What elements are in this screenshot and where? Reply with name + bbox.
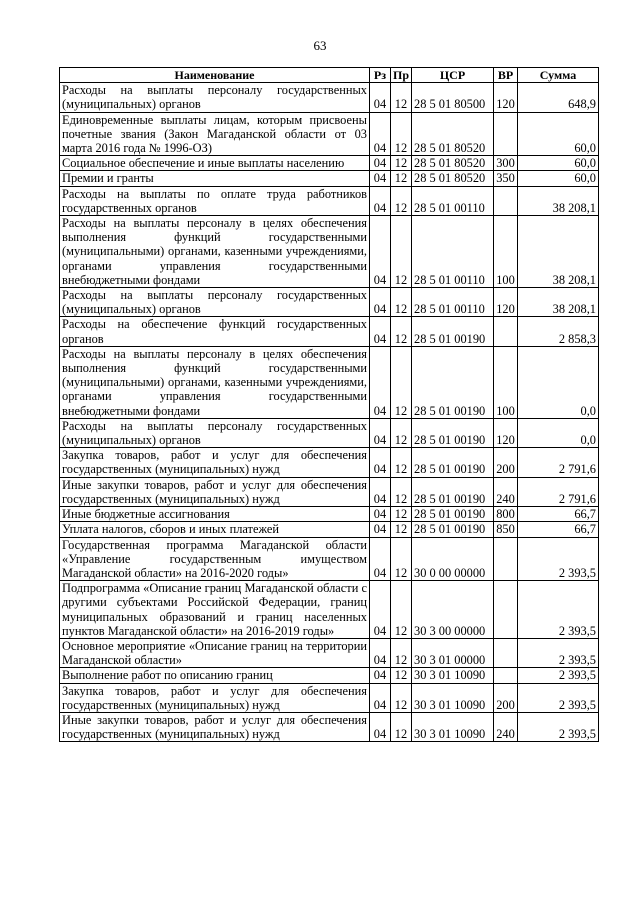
- row-sum-cell: 60,0: [518, 156, 599, 171]
- row-sum-cell: 60,0: [518, 112, 599, 156]
- row-pr-cell: 12: [391, 418, 412, 447]
- row-rz-cell: 04: [370, 683, 391, 712]
- row-csr-cell: 28 5 01 00190: [412, 522, 494, 537]
- table-row: [60, 317, 599, 346]
- header-vr: ВР: [494, 68, 518, 83]
- table-row: [60, 668, 599, 683]
- row-csr-cell: 28 5 01 80520: [412, 156, 494, 171]
- row-pr-cell: 12: [391, 668, 412, 683]
- row-vr-cell: [494, 112, 518, 156]
- row-name-cell: Расходы на обеспечение функций государственных органов: [60, 317, 370, 346]
- header-sum: Сумма: [518, 68, 599, 83]
- row-rz-cell: 04: [370, 522, 391, 537]
- row-name-cell: Расходы на выплаты персоналу государственных (муниципальных) органов: [60, 83, 370, 112]
- row-csr-cell: 28 5 01 00190: [412, 346, 494, 418]
- row-rz-cell: 04: [370, 712, 391, 741]
- header-csr: ЦСР: [412, 68, 494, 83]
- row-pr-cell: 12: [391, 477, 412, 506]
- row-csr-cell: 30 3 01 10090: [412, 668, 494, 683]
- row-pr-cell: 12: [391, 112, 412, 156]
- row-csr-cell: 28 5 01 80500: [412, 83, 494, 112]
- row-pr-cell: 12: [391, 522, 412, 537]
- row-rz-cell: 04: [370, 638, 391, 667]
- row-rz-cell: 04: [370, 83, 391, 112]
- row-name-cell: Единовременные выплаты лицам, которым присвоены почетные звания (Закон Магаданской области от 03 марта 2016 года № 1996-ОЗ): [60, 112, 370, 156]
- row-pr-cell: 12: [391, 537, 412, 581]
- row-sum-cell: 2 858,3: [518, 317, 599, 346]
- row-csr-cell: 30 3 01 10090: [412, 683, 494, 712]
- row-name-cell: Уплата налогов, сборов и иных платежей: [60, 522, 370, 537]
- table-row: [60, 171, 599, 186]
- row-sum-cell: 38 208,1: [518, 216, 599, 288]
- row-pr-cell: 12: [391, 171, 412, 186]
- row-pr-cell: 12: [391, 638, 412, 667]
- table-row: [60, 537, 599, 581]
- table-row: [60, 507, 599, 522]
- row-pr-cell: 12: [391, 288, 412, 317]
- row-sum-cell: 648,9: [518, 83, 599, 112]
- row-vr-cell: 850: [494, 522, 518, 537]
- row-sum-cell: 38 208,1: [518, 186, 599, 215]
- row-sum-cell: 2 393,5: [518, 581, 599, 639]
- table-row: [60, 581, 599, 639]
- row-csr-cell: 28 5 01 00190: [412, 317, 494, 346]
- budget-table: [59, 67, 599, 742]
- row-vr-cell: [494, 581, 518, 639]
- header-name: Наименование: [60, 68, 370, 83]
- row-sum-cell: 0,0: [518, 418, 599, 447]
- row-name-cell: Основное мероприятие «Описание границ на территории Магаданской области»: [60, 638, 370, 667]
- row-csr-cell: 28 5 01 00110: [412, 186, 494, 215]
- row-rz-cell: 04: [370, 507, 391, 522]
- row-pr-cell: 12: [391, 712, 412, 741]
- row-rz-cell: 04: [370, 581, 391, 639]
- row-sum-cell: 2 393,5: [518, 683, 599, 712]
- row-csr-cell: 28 5 01 00110: [412, 288, 494, 317]
- row-vr-cell: [494, 317, 518, 346]
- row-vr-cell: [494, 186, 518, 215]
- row-name-cell: Выполнение работ по описанию границ: [60, 668, 370, 683]
- row-vr-cell: 100: [494, 346, 518, 418]
- row-name-cell: Расходы на выплаты персоналу в целях обеспечения выполнения функций государственными (муниципальными) органами, казенными учреждениями, органами управления государственными внебюджетными фондами: [60, 216, 370, 288]
- row-pr-cell: 12: [391, 683, 412, 712]
- row-csr-cell: 28 5 01 00110: [412, 216, 494, 288]
- table-row: [60, 346, 599, 418]
- row-pr-cell: 12: [391, 448, 412, 477]
- row-rz-cell: 04: [370, 112, 391, 156]
- table-row: [60, 216, 599, 288]
- table-row: [60, 112, 599, 156]
- row-vr-cell: 100: [494, 216, 518, 288]
- row-vr-cell: 240: [494, 712, 518, 741]
- table-row: [60, 712, 599, 741]
- row-csr-cell: 28 5 01 80520: [412, 171, 494, 186]
- row-sum-cell: 66,7: [518, 522, 599, 537]
- row-pr-cell: 12: [391, 216, 412, 288]
- row-vr-cell: 200: [494, 683, 518, 712]
- table-row: [60, 288, 599, 317]
- row-name-cell: Иные закупки товаров, работ и услуг для обеспечения государственных (муниципальных) нужд: [60, 712, 370, 741]
- row-pr-cell: 12: [391, 83, 412, 112]
- row-csr-cell: 28 5 01 00190: [412, 418, 494, 447]
- row-name-cell: Подпрограмма «Описание границ Магаданской области с другими субъектами Российской Федерации, границ муниципальных образований и границ населенных пунктов Магаданской области» на 2016-2019 годы»: [60, 581, 370, 639]
- row-rz-cell: 04: [370, 171, 391, 186]
- row-rz-cell: 04: [370, 668, 391, 683]
- row-pr-cell: 12: [391, 186, 412, 215]
- table-row: [60, 156, 599, 171]
- header-row: [60, 68, 599, 83]
- row-sum-cell: 2 393,5: [518, 668, 599, 683]
- row-sum-cell: 2 393,5: [518, 712, 599, 741]
- row-pr-cell: 12: [391, 317, 412, 346]
- row-rz-cell: 04: [370, 418, 391, 447]
- header-rz: Рз: [370, 68, 391, 83]
- row-csr-cell: 28 5 01 00190: [412, 477, 494, 506]
- row-name-cell: Премии и гранты: [60, 171, 370, 186]
- row-name-cell: Иные бюджетные ассигнования: [60, 507, 370, 522]
- row-rz-cell: 04: [370, 288, 391, 317]
- row-name-cell: Иные закупки товаров, работ и услуг для обеспечения государственных (муниципальных) нужд: [60, 477, 370, 506]
- row-vr-cell: 800: [494, 507, 518, 522]
- row-sum-cell: 2 393,5: [518, 537, 599, 581]
- row-sum-cell: 2 791,6: [518, 477, 599, 506]
- row-csr-cell: 30 0 00 00000: [412, 537, 494, 581]
- table-row: [60, 186, 599, 215]
- row-pr-cell: 12: [391, 581, 412, 639]
- row-sum-cell: 0,0: [518, 346, 599, 418]
- row-rz-cell: 04: [370, 186, 391, 215]
- row-name-cell: Расходы на выплаты персоналу в целях обеспечения выполнения функций государственными (муниципальными) органами, казенными учреждениями, органами управления государственными внебюджетными фондами: [60, 346, 370, 418]
- row-name-cell: Государственная программа Магаданской области «Управление государственным имуществом Магаданской области» на 2016-2020 годы»: [60, 537, 370, 581]
- row-rz-cell: 04: [370, 537, 391, 581]
- row-name-cell: Закупка товаров, работ и услуг для обеспечения государственных (муниципальных) нужд: [60, 683, 370, 712]
- row-csr-cell: 28 5 01 00190: [412, 507, 494, 522]
- row-rz-cell: 04: [370, 346, 391, 418]
- row-sum-cell: 60,0: [518, 171, 599, 186]
- row-csr-cell: 30 3 01 00000: [412, 638, 494, 667]
- header-pr: Пр: [391, 68, 412, 83]
- row-vr-cell: 300: [494, 156, 518, 171]
- row-name-cell: Расходы на выплаты персоналу государственных (муниципальных) органов: [60, 288, 370, 317]
- row-rz-cell: 04: [370, 477, 391, 506]
- table-row: [60, 638, 599, 667]
- row-vr-cell: 120: [494, 288, 518, 317]
- row-sum-cell: 2 791,6: [518, 448, 599, 477]
- row-csr-cell: 28 5 01 80520: [412, 112, 494, 156]
- row-csr-cell: 28 5 01 00190: [412, 448, 494, 477]
- row-rz-cell: 04: [370, 156, 391, 171]
- row-rz-cell: 04: [370, 317, 391, 346]
- row-vr-cell: 240: [494, 477, 518, 506]
- row-pr-cell: 12: [391, 507, 412, 522]
- row-csr-cell: 30 3 01 10090: [412, 712, 494, 741]
- row-vr-cell: [494, 668, 518, 683]
- row-sum-cell: 38 208,1: [518, 288, 599, 317]
- row-name-cell: Социальное обеспечение и иные выплаты населению: [60, 156, 370, 171]
- row-pr-cell: 12: [391, 156, 412, 171]
- row-vr-cell: 200: [494, 448, 518, 477]
- row-vr-cell: [494, 537, 518, 581]
- row-vr-cell: 120: [494, 83, 518, 112]
- table-row: [60, 83, 599, 112]
- row-sum-cell: 2 393,5: [518, 638, 599, 667]
- row-csr-cell: 30 3 00 00000: [412, 581, 494, 639]
- page-number: 63: [313, 38, 327, 53]
- row-sum-cell: 66,7: [518, 507, 599, 522]
- table-row: [60, 418, 599, 447]
- row-name-cell: Расходы на выплаты персоналу государственных (муниципальных) органов: [60, 418, 370, 447]
- row-name-cell: Расходы на выплаты по оплате труда работников государственных органов: [60, 186, 370, 215]
- row-vr-cell: 120: [494, 418, 518, 447]
- row-vr-cell: [494, 638, 518, 667]
- row-rz-cell: 04: [370, 216, 391, 288]
- row-name-cell: Закупка товаров, работ и услуг для обеспечения государственных (муниципальных) нужд: [60, 448, 370, 477]
- table-row: [60, 683, 599, 712]
- row-rz-cell: 04: [370, 448, 391, 477]
- row-vr-cell: 350: [494, 171, 518, 186]
- table-row: [60, 522, 599, 537]
- table-row: [60, 477, 599, 506]
- table-row: [60, 448, 599, 477]
- row-pr-cell: 12: [391, 346, 412, 418]
